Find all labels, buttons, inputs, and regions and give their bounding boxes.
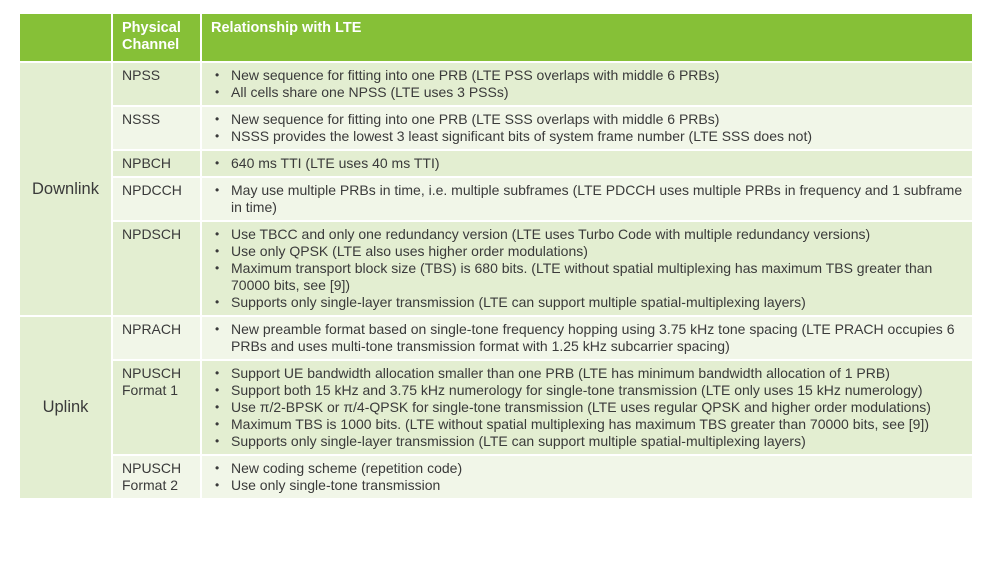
relationship-list	[211, 111, 964, 145]
relationship-bullet: • NSSS provides the lowest 3 least significant bits of system frame number (LTE SSS does not)	[211, 128, 964, 145]
relationship-list	[211, 365, 964, 450]
channel-name: NSSS	[112, 106, 201, 150]
relationship-cell	[201, 221, 972, 316]
relationship-bullet: • Use TBCC and only one redundancy version (LTE uses Turbo Code with multiple redundancy versions)	[211, 226, 964, 243]
relationship-bullet: • Supports only single-layer transmission (LTE can support multiple spatial-multiplexing layers)	[211, 294, 964, 311]
channel-name: NPUSCH Format 1	[112, 360, 201, 455]
channel-name: NPDCCH	[112, 177, 201, 221]
relationship-list	[211, 460, 964, 494]
table-row	[20, 62, 972, 106]
relationship-list	[211, 155, 964, 172]
relationship-bullet: • Support UE bandwidth allocation smaller than one PRB (LTE has minimum bandwidth allocation of 1 PRB)	[211, 365, 964, 382]
table-row	[20, 316, 972, 360]
channel-name: NPDSCH	[112, 221, 201, 316]
group-label-downlink: Downlink	[20, 62, 112, 316]
relationship-cell	[201, 316, 972, 360]
header-relationship-with-lte: Relationship with LTE	[201, 14, 972, 62]
header-group-cell	[20, 14, 112, 62]
table-body	[20, 62, 972, 498]
relationship-bullet: • Support both 15 kHz and 3.75 kHz numerology for single-tone transmission (LTE only uses 15 kHz numerology)	[211, 382, 964, 399]
relationship-cell	[201, 455, 972, 498]
table-row	[20, 106, 972, 150]
relationship-bullet: • New coding scheme (repetition code)	[211, 460, 964, 477]
relationship-bullet: • New preamble format based on single-tone frequency hopping using 3.75 kHz tone spacing (LTE PRACH occupies 6 PRBs and uses multi-tone transmission format with 1.25 kHz subcarrier spacing)	[211, 321, 964, 355]
relationship-bullet: • All cells share one NPSS (LTE uses 3 PSSs)	[211, 84, 964, 101]
relationship-bullet: • New sequence for fitting into one PRB (LTE SSS overlaps with middle 6 PRBs)	[211, 111, 964, 128]
relationship-cell	[201, 360, 972, 455]
channel-name: NPRACH	[112, 316, 201, 360]
table-row	[20, 221, 972, 316]
relationship-list	[211, 321, 964, 355]
relationship-bullet: • New sequence for fitting into one PRB (LTE PSS overlaps with middle 6 PRBs)	[211, 67, 964, 84]
table-row	[20, 150, 972, 177]
relationship-bullet: • Maximum transport block size (TBS) is 680 bits. (LTE without spatial multiplexing has maximum TBS greater than 70000 bits, see [9])	[211, 260, 964, 294]
relationship-bullet: • May use multiple PRBs in time, i.e. multiple subframes (LTE PDCCH uses multiple PRBs in frequency and 1 subframe in time)	[211, 182, 964, 216]
group-label-uplink: Uplink	[20, 316, 112, 498]
table-row	[20, 177, 972, 221]
header-physical-channel: Physical Channel	[112, 14, 201, 62]
relationship-bullet: • Use only single-tone transmission	[211, 477, 964, 494]
relationship-list	[211, 226, 964, 311]
relationship-bullet: • Supports only single-layer transmission (LTE can support multiple spatial-multiplexing layers)	[211, 433, 964, 450]
relationship-list	[211, 182, 964, 216]
relationship-cell	[201, 177, 972, 221]
relationship-bullet: • Use only QPSK (LTE also uses higher order modulations)	[211, 243, 964, 260]
table-row	[20, 455, 972, 498]
relationship-cell	[201, 150, 972, 177]
relationship-cell	[201, 106, 972, 150]
lte-comparison-table	[20, 14, 972, 498]
relationship-bullet: • 640 ms TTI (LTE uses 40 ms TTI)	[211, 155, 964, 172]
relationship-list	[211, 67, 964, 101]
channel-name: NPUSCH Format 2	[112, 455, 201, 498]
table-row	[20, 360, 972, 455]
table-header-row	[20, 14, 972, 62]
channel-name: NPBCH	[112, 150, 201, 177]
relationship-bullet: • Use π/2-BPSK or π/4-QPSK for single-tone transmission (LTE uses regular QPSK and higher order modulations)	[211, 399, 964, 416]
channel-name: NPSS	[112, 62, 201, 106]
relationship-bullet: • Maximum TBS is 1000 bits. (LTE without spatial multiplexing has maximum TBS greater than 70000 bits, see [9])	[211, 416, 964, 433]
relationship-cell	[201, 62, 972, 106]
